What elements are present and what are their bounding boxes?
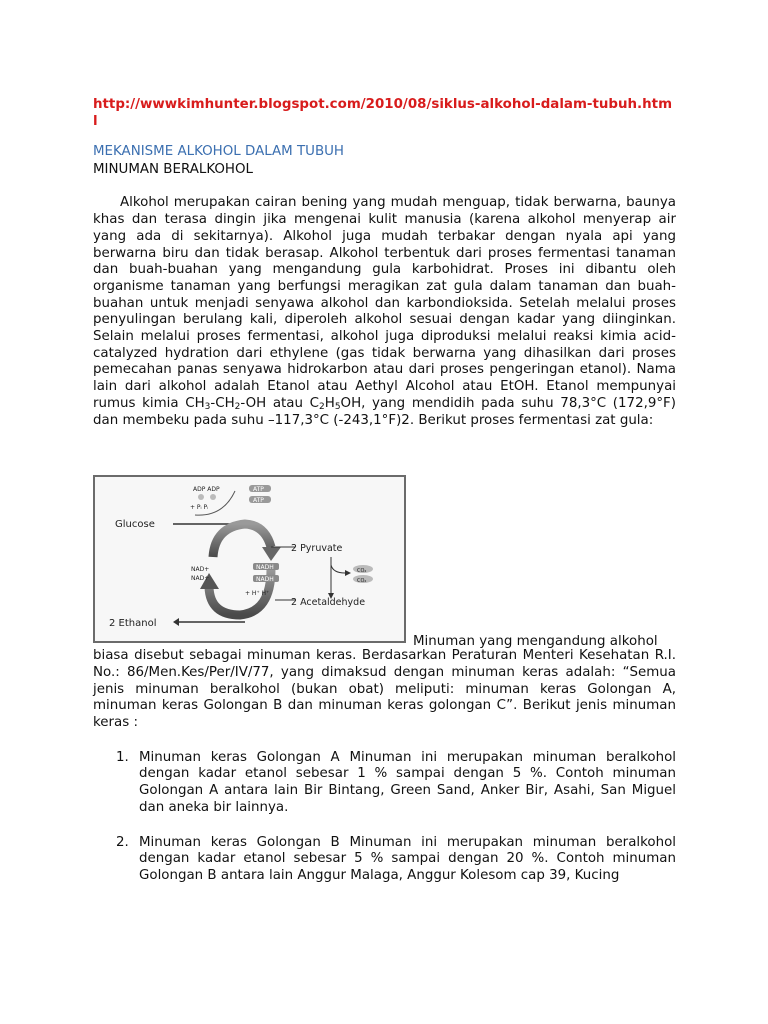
nadh-label: NADH — [256, 564, 274, 572]
co2-label: CO₂ — [357, 568, 367, 575]
h-plus-label: + H⁺ H⁺ — [245, 590, 270, 598]
list-number: 1. — [116, 749, 129, 765]
list-text: Minuman keras Golongan A Minuman ini merupakan minuman beralkohol dengan kadar etanol sebesar 1 % sampai dengan 5 %. Contoh minuman Golongan A antara lain Bir Bintang, Green Sand, Anker Bir, Asahi, San Miguel dan aneka bir lainnya. — [139, 749, 676, 815]
fermentation-diagram — [93, 475, 406, 643]
acetaldehyde-label: 2 Acetaldehyde — [291, 597, 366, 609]
source-url-link[interactable]: http://wwwkimhunter.blogspot.com/2010/08/siklus-alkohol-dalam-tubuh.html — [93, 97, 673, 129]
intro-paragraph: Alkohol merupakan cairan bening yang mudah menguap, tidak berwarna, baunya khas dan terasa dingin jika mengenai kulit manusia (karena alkohol menyerap air yang ada di sekitarnya). Alkohol juga mudah terbakar dengan nyala api yang berwarna biru dan tidak berasap. Alkohol terbentuk dari proses fermentasi tanaman dan buah-buahan yang mengandung gula karbohidrat. Proses ini dibantu oleh organisme tanaman yang berfungsi meragikan zat gula dalam tanaman dan buah-buahan untuk menjadi senyawa alkohol dan karbondioksida. Setelah melalui proses penyulingan berulang kali, diperoleh alkohol sesuai dengan kadar yang diinginkan. Selain melalui proses fermentasi, alkohol juga diproduksi melalui reaksi kimia acid-catalyzed hydration dari ethylene (gas tidak berwarna yang dihasilkan dari proses pemecahan panas senyawa hidrokarbon atau dari proses pengeringan etanol). Nama lain dari alkohol adalah Etanol atau Aethyl Alcohol atau EtOH. Etanol mempunyai rumus kimia $CH_3-CH_2-OH$ atau $C_2H_5OH$, yang mendidih pada suhu 78,3°C (172,9°F) dan membeku pada suhu –117,3°C (-243,1°F)2. Berikut proses fermentasi zat gula: — [93, 195, 676, 428]
atp-label: ATP — [253, 497, 264, 505]
pi-label: + Pᵢ Pᵢ — [190, 504, 209, 512]
pyruvate-label: 2 Pyruvate — [291, 543, 343, 555]
golongan-list — [93, 750, 676, 885]
figure-block — [93, 475, 676, 648]
ethanol-label: 2 Ethanol — [109, 618, 157, 630]
nadh-label: NADH — [256, 576, 274, 584]
glucose-label: Glucose — [115, 519, 155, 531]
document-page — [93, 96, 676, 885]
adp-label: ADP ADP — [193, 486, 220, 494]
list-number: 2. — [116, 834, 129, 850]
subsection-heading: MINUMAN BERALKOHOL — [93, 161, 253, 177]
section-heading: MEKANISME ALKOHOL DALAM TUBUH — [93, 144, 345, 159]
minuman-keras-paragraph: biasa disebut sebagai minuman keras. Berdasarkan Peraturan Menteri Kesehatan R.I. No.: 86/Men.Kes/Per/IV/77, yang dimaksud dengan minuman keras adalah: “Semua jenis minuman beralkohol (bukan obat) meliputi: minuman keras Golongan A, minuman keras Golongan B dan minuman keras golongan C”. Berikut jenis minuman keras : — [93, 648, 676, 731]
nad-label: NAD+ — [191, 566, 210, 574]
atp-label: ATP — [253, 486, 264, 494]
co2-label: CO₂ — [357, 578, 367, 585]
list-item — [93, 835, 676, 885]
adp-molecule — [210, 494, 216, 500]
list-text: Minuman keras Golongan B Minuman ini merupakan minuman beralkohol dengan kadar etanol sebesar 5 % sampai dengan 20 %. Contoh minuman Golongan B antara lain Anggur Malaga, Anggur Kolesom cap 39, Kucing — [139, 834, 676, 883]
list-item — [93, 750, 676, 817]
adp-molecule — [198, 494, 204, 500]
caption-continuation: Minuman yang mengandung alkohol — [413, 634, 658, 650]
nad-label: NAD+ — [191, 575, 210, 583]
